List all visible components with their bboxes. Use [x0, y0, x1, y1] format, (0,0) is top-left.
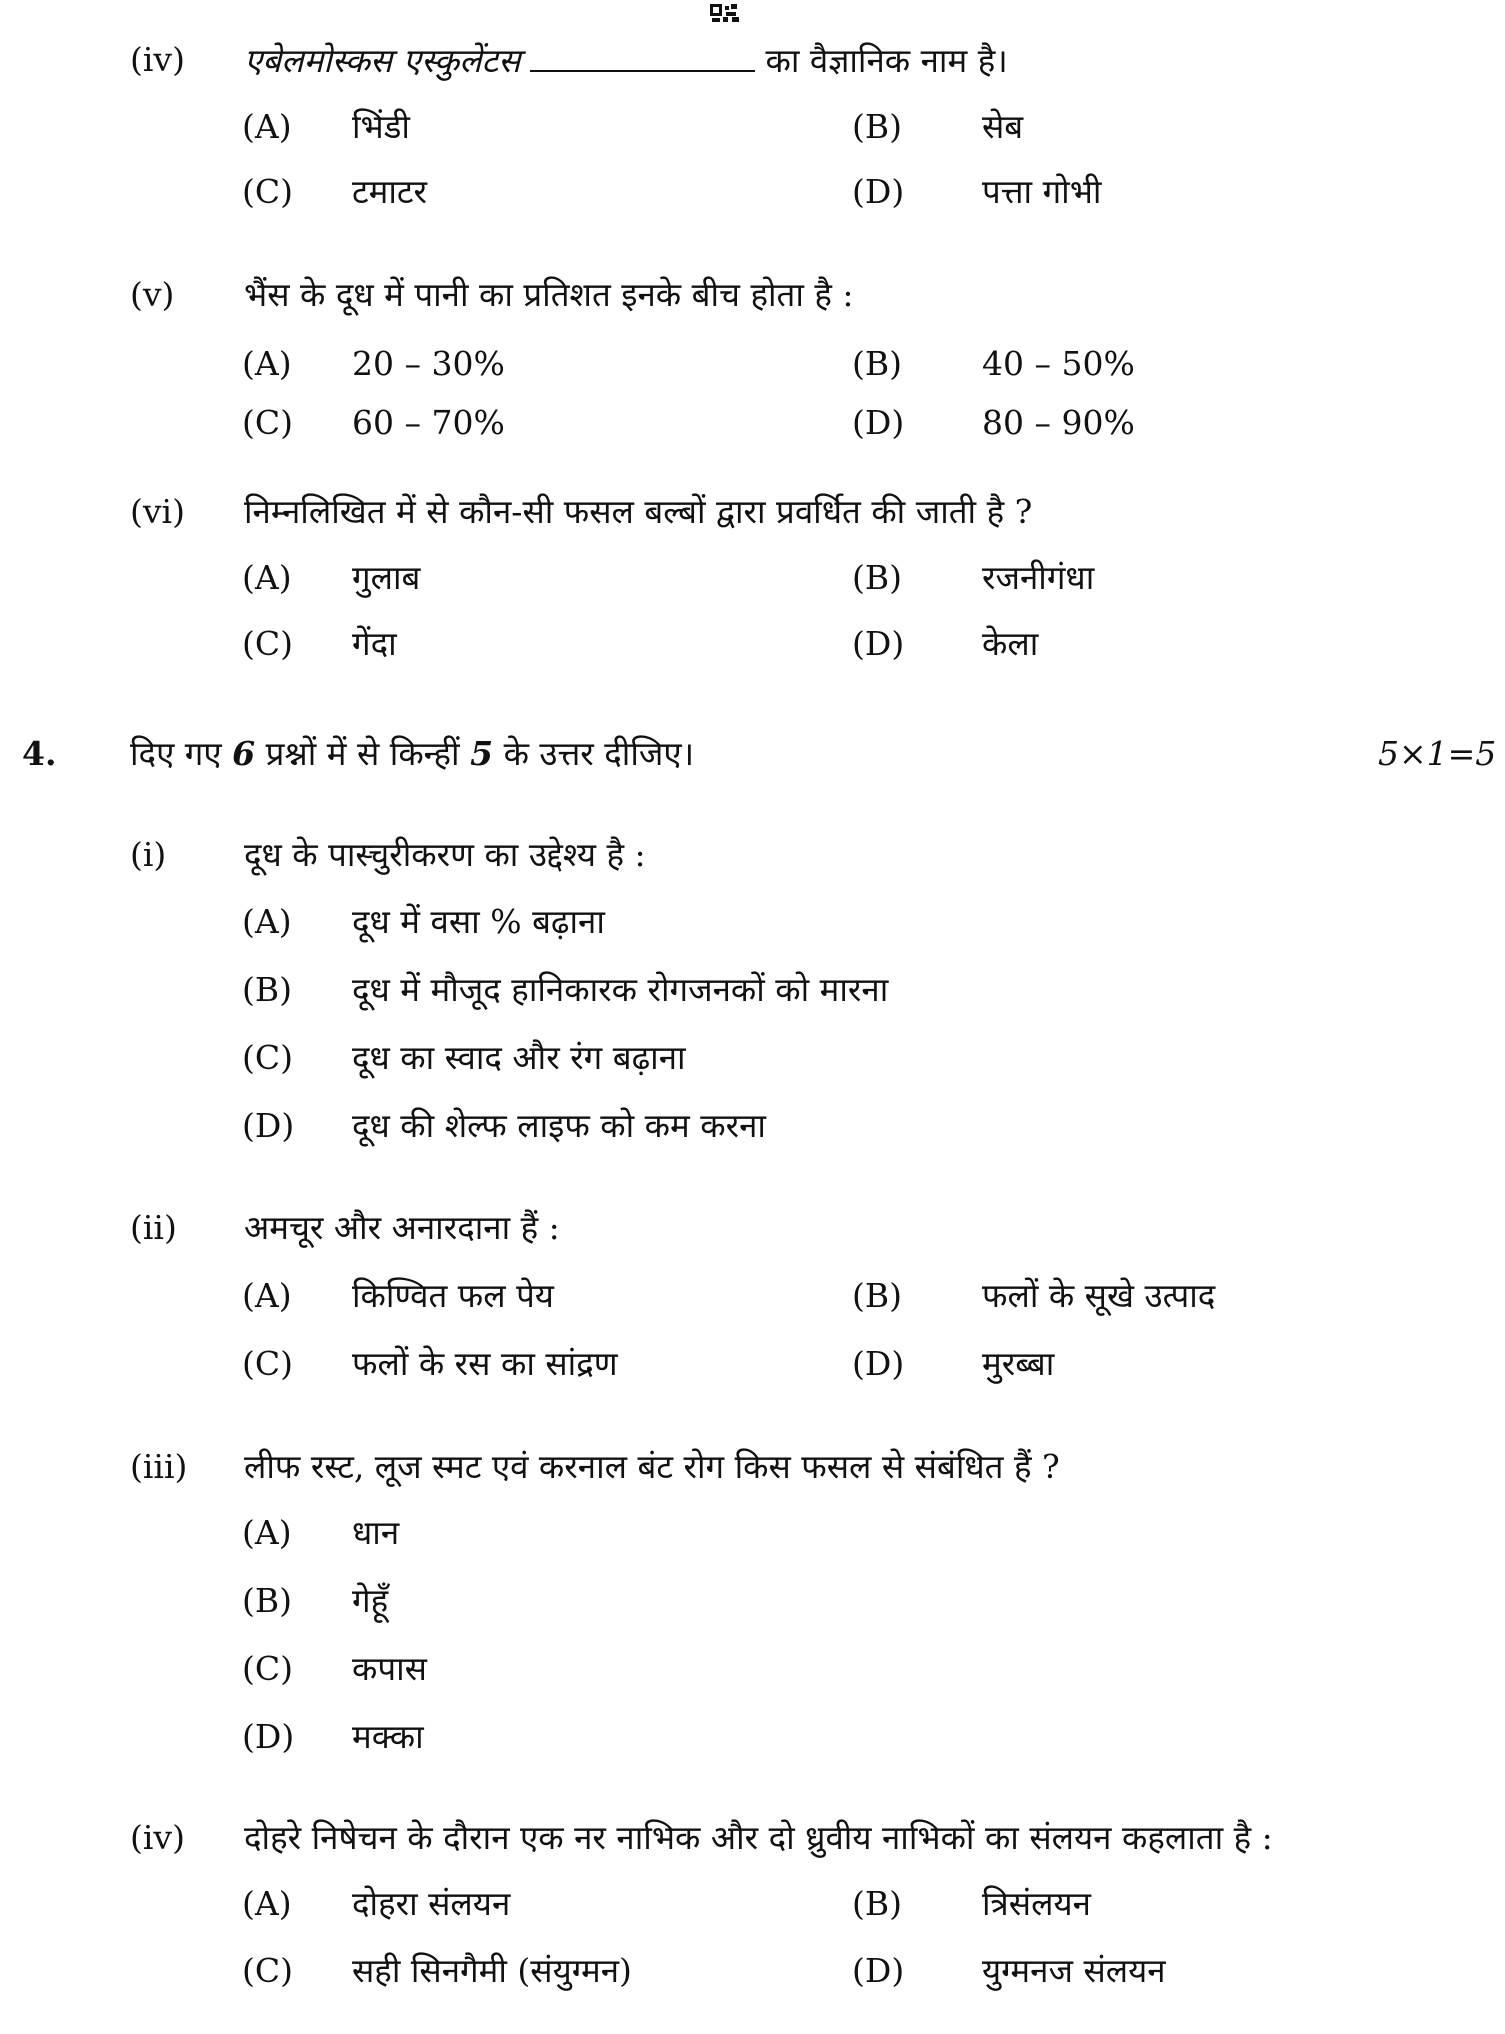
- question-text: [244, 40, 1008, 81]
- instruction-part: के उत्तर दीजिए।: [503, 734, 695, 773]
- option-text: गुलाब: [352, 558, 421, 597]
- option-label: (A): [242, 1276, 292, 1315]
- question-text: भैंस के दूध में पानी का प्रतिशत इनके बीच होता है :: [244, 275, 854, 314]
- option-label: (C): [242, 403, 293, 442]
- question-label: (ii): [130, 1208, 177, 1247]
- option-text: दोहरा संलयन: [352, 1884, 511, 1923]
- option-label: (A): [242, 902, 292, 941]
- option-label: (D): [242, 1106, 295, 1145]
- option-label: (C): [242, 1038, 293, 1077]
- option-text: दूध में मौजूद हानिकारक रोगजनकों को मारना: [352, 970, 889, 1009]
- fill-blank: [530, 40, 755, 72]
- instruction-part: प्रश्नों में से किन्हीं: [265, 734, 460, 773]
- option-text: धान: [352, 1513, 400, 1552]
- instruction-count: 6: [232, 734, 256, 773]
- option-label: (C): [242, 1951, 293, 1990]
- option-text: 40 – 50%: [982, 344, 1135, 383]
- option-label: (D): [852, 403, 905, 442]
- option-text: 60 – 70%: [352, 403, 505, 442]
- option-text: किण्वित फल पेय: [352, 1276, 554, 1315]
- option-text: सेब: [982, 107, 1024, 146]
- option-text: कपास: [352, 1649, 427, 1688]
- question-instruction: [130, 734, 694, 774]
- option-text: टमाटर: [352, 172, 428, 211]
- question-text: लीफ रस्ट, लूज स्मट एवं करनाल बंट रोग किस फसल से संबंधित हैं ?: [244, 1447, 1060, 1486]
- option-label: (D): [852, 172, 905, 211]
- option-label: (A): [242, 107, 292, 146]
- option-text: दूध में वसा % बढ़ाना: [352, 902, 605, 941]
- option-label: (B): [852, 344, 902, 383]
- option-text: 20 – 30%: [352, 344, 505, 383]
- option-label: (D): [852, 624, 905, 663]
- option-label: (C): [242, 1649, 293, 1688]
- option-label: (B): [852, 1276, 902, 1315]
- option-label: (D): [242, 1717, 295, 1756]
- instruction-part: दिए गए: [130, 734, 222, 773]
- scientific-name: एबेलमोस्कस एस्कुलेंटस: [244, 41, 521, 80]
- qr-code-icon: [710, 4, 740, 22]
- option-text: गेंदा: [352, 624, 397, 663]
- option-label: (A): [242, 344, 292, 383]
- option-text: दूध का स्वाद और रंग बढ़ाना: [352, 1038, 686, 1077]
- question-text: दोहरे निषेचन के दौरान एक नर नाभिक और दो ध्रुवीय नाभिकों का संलयन कहलाता है :: [244, 1818, 1273, 1857]
- option-text: भिंडी: [352, 107, 410, 146]
- option-text: युग्मनज संलयन: [982, 1951, 1166, 1990]
- option-label: (A): [242, 558, 292, 597]
- question-label: (iv): [130, 40, 185, 79]
- question-text: निम्नलिखित में से कौन-सी फसल बल्बों द्वारा प्रवर्धित की जाती है ?: [244, 492, 1033, 531]
- option-text: केला: [982, 624, 1039, 663]
- question-number: 4.: [22, 734, 57, 773]
- option-label: (B): [852, 1884, 902, 1923]
- option-label: (B): [242, 970, 292, 1009]
- option-text: फलों के सूखे उत्पाद: [982, 1276, 1216, 1315]
- option-text: मुरब्बा: [982, 1344, 1055, 1383]
- question-text-suffix: का वैज्ञानिक नाम है।: [765, 41, 1008, 80]
- option-label: (B): [242, 1581, 292, 1620]
- option-text: पत्ता गोभी: [982, 172, 1102, 211]
- instruction-count: 5: [470, 734, 494, 773]
- question-label: (vi): [130, 492, 185, 531]
- option-text: गेहूँ: [352, 1581, 389, 1620]
- option-text: सही सिनगैमी (संयुग्मन): [352, 1951, 632, 1990]
- option-text: दूध की शेल्फ लाइफ को कम करना: [352, 1106, 766, 1145]
- option-text: फलों के रस का सांद्रण: [352, 1344, 618, 1383]
- option-label: (A): [242, 1884, 292, 1923]
- option-label: (B): [852, 558, 902, 597]
- option-label: (C): [242, 172, 293, 211]
- question-label: (v): [130, 275, 175, 314]
- option-text: रजनीगंधा: [982, 558, 1095, 597]
- option-text: मक्का: [352, 1717, 424, 1756]
- marks-label: 5×1=5: [1378, 734, 1497, 773]
- question-label: (iv): [130, 1818, 185, 1857]
- question-text: अमचूर और अनारदाना हैं :: [244, 1208, 560, 1247]
- option-label: (C): [242, 624, 293, 663]
- question-label: (i): [130, 835, 167, 874]
- question-label: (iii): [130, 1447, 188, 1486]
- option-label: (A): [242, 1513, 292, 1552]
- option-label: (C): [242, 1344, 293, 1383]
- option-label: (B): [852, 107, 902, 146]
- option-text: 80 – 90%: [982, 403, 1135, 442]
- option-label: (D): [852, 1951, 905, 1990]
- option-label: (D): [852, 1344, 905, 1383]
- option-text: त्रिसंलयन: [982, 1884, 1091, 1923]
- question-text: दूध के पास्चुरीकरण का उद्देश्य है :: [244, 835, 646, 874]
